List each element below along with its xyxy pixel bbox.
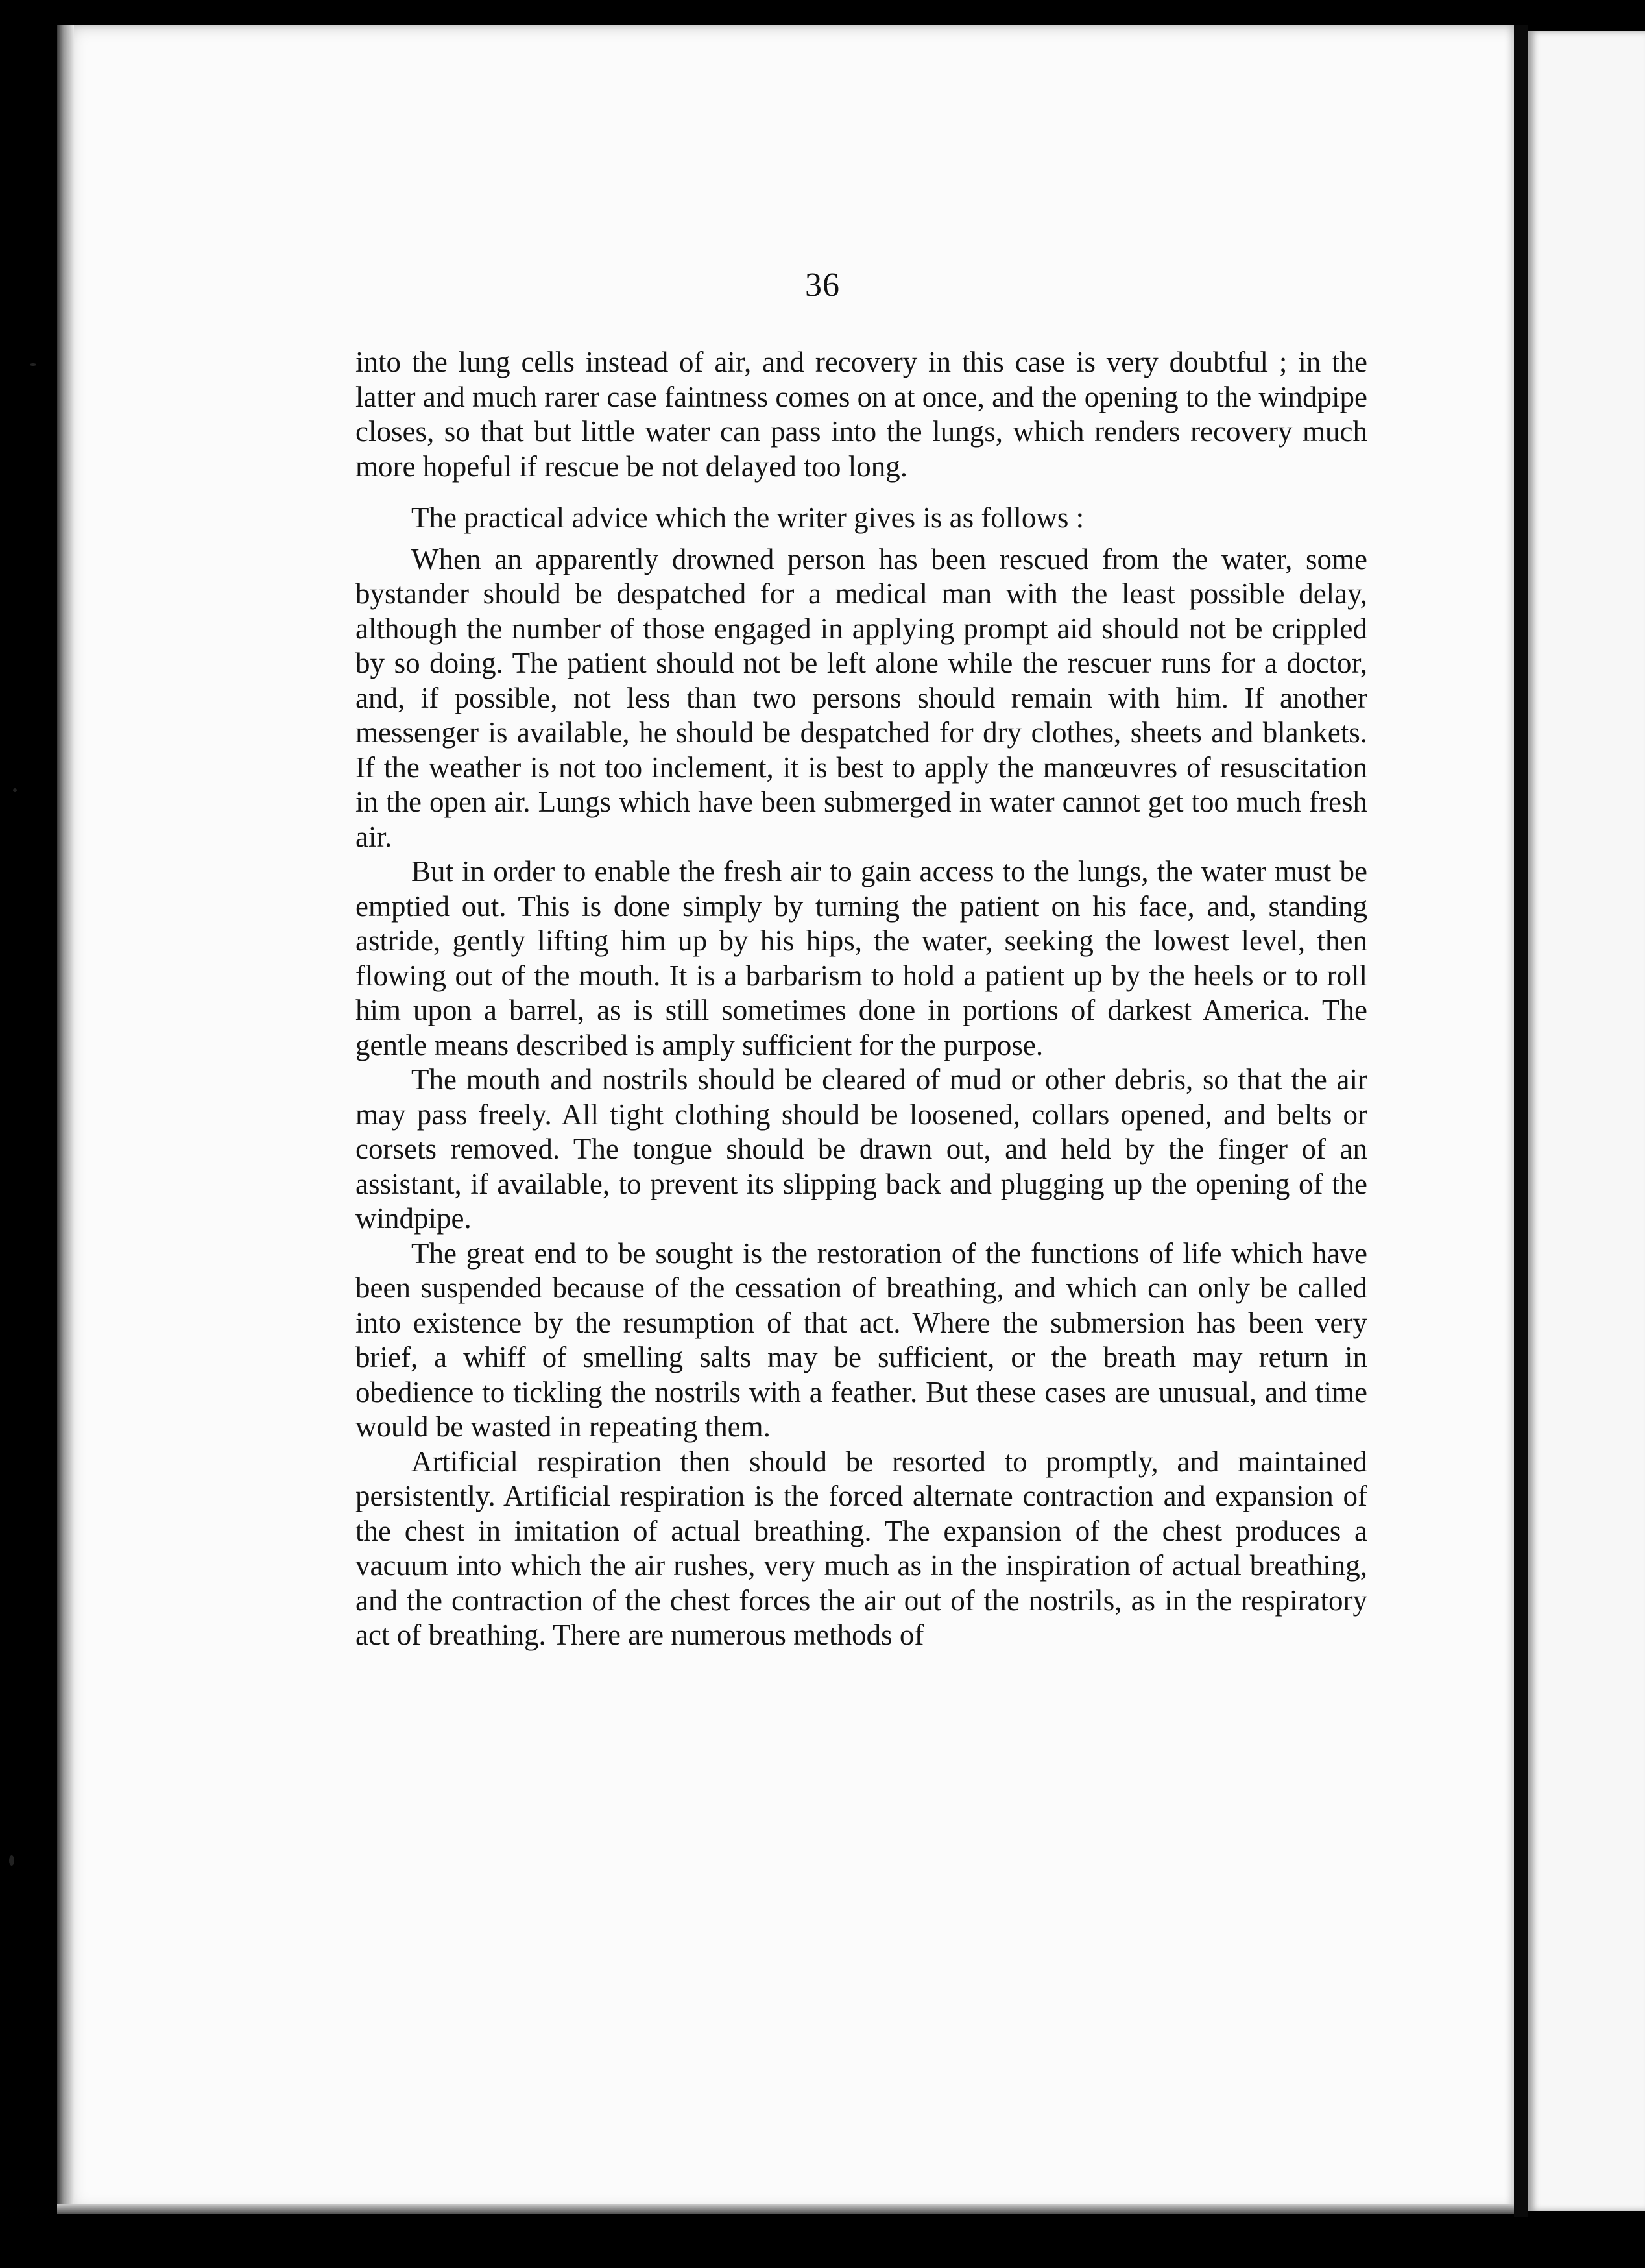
scan-speck: [13, 788, 17, 792]
paragraph: Artificial respiration then should be resorted to promptly, and maintained persistently. Artificial respiration is the forced alternate contraction and expansion of the chest in imitation of actual breathing. The expansion of the chest produces a vacuum into which the air rushes, very much as in the inspiration of actual breathing, and the contraction of the chest forces the air out of the nostrils, as in the respiratory act of breathing. There are numerous methods of: [355, 1445, 1367, 1651]
page-bottom-edge: [57, 2204, 1514, 2214]
paragraph: But in order to enable the fresh air to gain access to the lungs, the water must be emptied out. This is done simply by turning the patient on his face, and, standing astride, gently lifting him up by his hips, the water, seeking the lowest level, then flowing out of the mouth. It is a barbarism to hold a patient up by the heels or to roll him upon a barrel, as is still sometimes done in portions of darkest America. The gentle means described is amply sufficient for the purpose.: [355, 855, 1367, 1061]
page-number: 36: [805, 267, 840, 304]
adjacent-page-edge: [1528, 31, 1645, 2211]
paragraph: The great end to be sought is the restoration of the functions of life which have been suspended because of the cessation of breathing, and which can only be called into existence by the resumption of that act. Where the submersion has been very brief, a whiff of smelling salts may be sufficient, or the breath may return in obedience to tickling the nostrils with a feather. But these cases are unusual, and time would be wasted in repeating them.: [355, 1237, 1367, 1443]
paragraph: into the lung cells instead of air, and recovery in this case is very doubtful ; in the latter and much rarer case faintness comes on at once, and the opening to the windpipe closes, so that but little water can pass into the lungs, which renders recovery much more hopeful if rescue be not delayed too long.: [355, 346, 1367, 483]
paragraph: When an apparently drowned person has been rescued from the water, some bystander should be despatched for a medical man with the least possible delay, although the number of those engaged in applying prompt aid should not be crippled by so doing. The patient should not be left alone while the rescuer runs for a doctor, and, if possible, not less than two persons should remain with him. If another messenger is available, he should be despatched for dry clothes, sheets and blankets. If the weather is not too inclement, it is best to apply the manœuvres of resuscitation in the open air. Lungs which have been submerged in water cannot get too much fresh air.: [355, 542, 1367, 853]
body-text: [355, 345, 1367, 1653]
paragraph: The mouth and nostrils should be cleared of mud or other debris, so that the air may pass freely. All tight clothing should be loosened, collars opened, and belts or corsets removed. The tongue should be drawn out, and held by the finger of an assistant, if available, to prevent its slipping back and plugging up the opening of the windpipe.: [355, 1063, 1367, 1235]
scan-speck: [30, 363, 36, 366]
page-binding-edge: [57, 25, 74, 2212]
paragraph: The practical advice which the writer gives is as follows :: [411, 501, 1085, 534]
page-gutter: [1514, 25, 1528, 2217]
scan-speck: [9, 1855, 14, 1866]
